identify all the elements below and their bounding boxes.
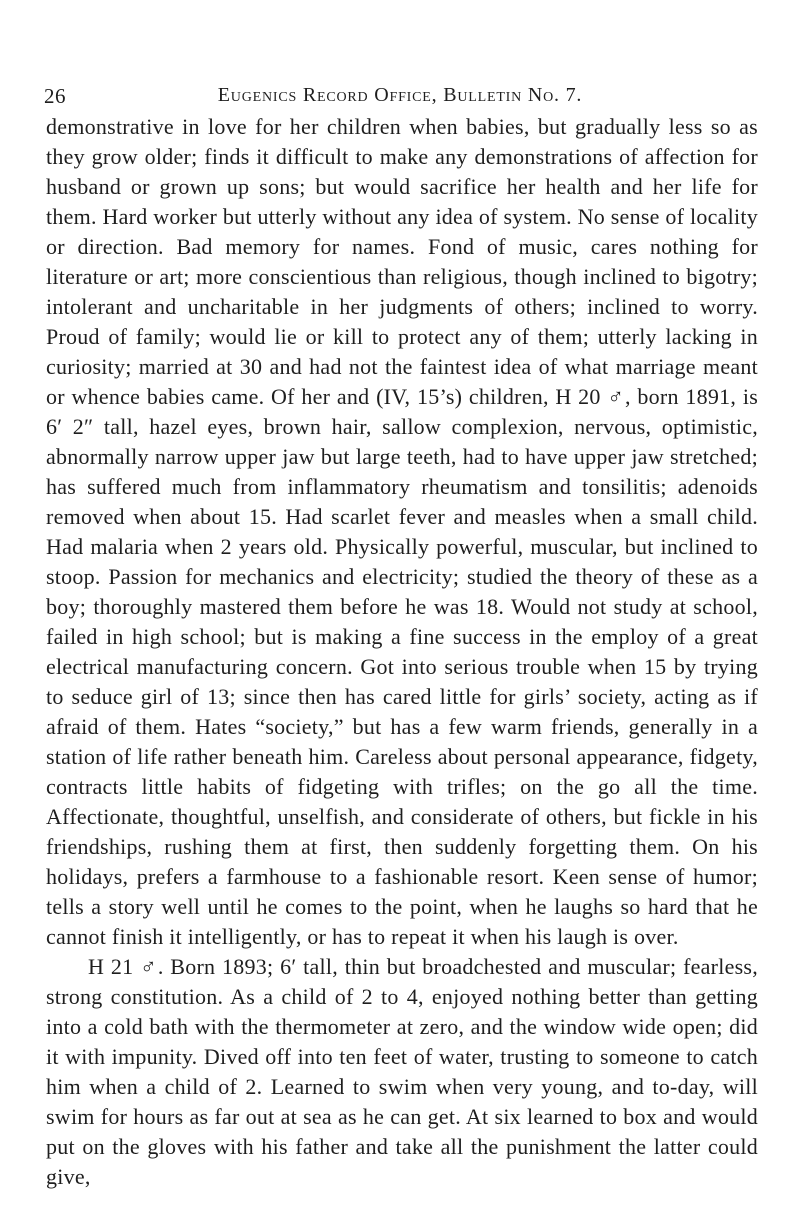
running-header bbox=[44, 84, 756, 114]
body-text bbox=[46, 112, 758, 1192]
page-number: 26 bbox=[44, 84, 66, 108]
paragraph: demonstrative in love for her children when babies, but gradually less so as they grow older; finds it difficult to make any demonstrations of affection for husband or grown up sons; but would sacrifice her health and her life for them. Hard worker but utterly without any idea of system. No sense of locality or direction. Bad memory for names. Fond of music, cares nothing for literature or art; more conscientious than religious, though inclined to bigotry; intolerant and uncharitable in her judgments of others; inclined to worry. Proud of family; would lie or kill to protect any of them; utterly lacking in curiosity; married at 30 and had not the faintest idea of what marriage meant or whence babies came. Of her and (IV, 15’s) children, H 20 ♂, born 1891, is 6′ 2″ tall, hazel eyes, brown hair, sallow complexion, nervous, optimistic, abnormally narrow upper jaw but large teeth, had to have upper jaw stretched; has suffered much from inflammatory rheumatism and tonsilitis; adenoids removed when about 15. Had scarlet fever and measles when a small child. Had malaria when 2 years old. Physically powerful, muscular, but inclined to stoop. Passion for mechanics and electricity; studied the theory of these as a boy; thoroughly mastered them before he was 18. Would not study at school, failed in high school; but is making a fine success in the employ of a great electrical manufacturing concern. Got into serious trouble when 15 by trying to seduce girl of 13; since then has cared little for girls’ society, acting as if afraid of them. Hates “society,” but has a few warm friends, generally in a station of life rather beneath him. Careless about personal appearance, fidgety, contracts little habits of fidgeting with trifles; on the go all the time. Affectionate, thoughtful, unselfish, and considerate of others, but fickle in his friendships, rushing them at first, then suddenly forgetting them. On his holidays, prefers a farmhouse to a fashionable resort. Keen sense of humor; tells a story well until he comes to the point, when he laughs so hard that he cannot finish it intelligently, or has to repeat it when his laugh is over. bbox=[46, 114, 758, 949]
paragraph: H 21 ♂. Born 1893; 6′ tall, thin but broadchested and muscular; fearless, strong constitution. As a child of 2 to 4, enjoyed nothing better than getting into a cold bath with the thermometer at zero, and the window wide open; did it with impunity. Dived off into ten feet of water, trusting to someone to catch him when a child of 2. Learned to swim when very young, and to-day, will swim for hours as far out at sea as he can get. At six learned to box and would put on the gloves with his father and take all the punishment the latter could give, bbox=[46, 954, 758, 1189]
running-title: Eugenics Record Office, Bulletin No. 7. bbox=[217, 84, 583, 106]
